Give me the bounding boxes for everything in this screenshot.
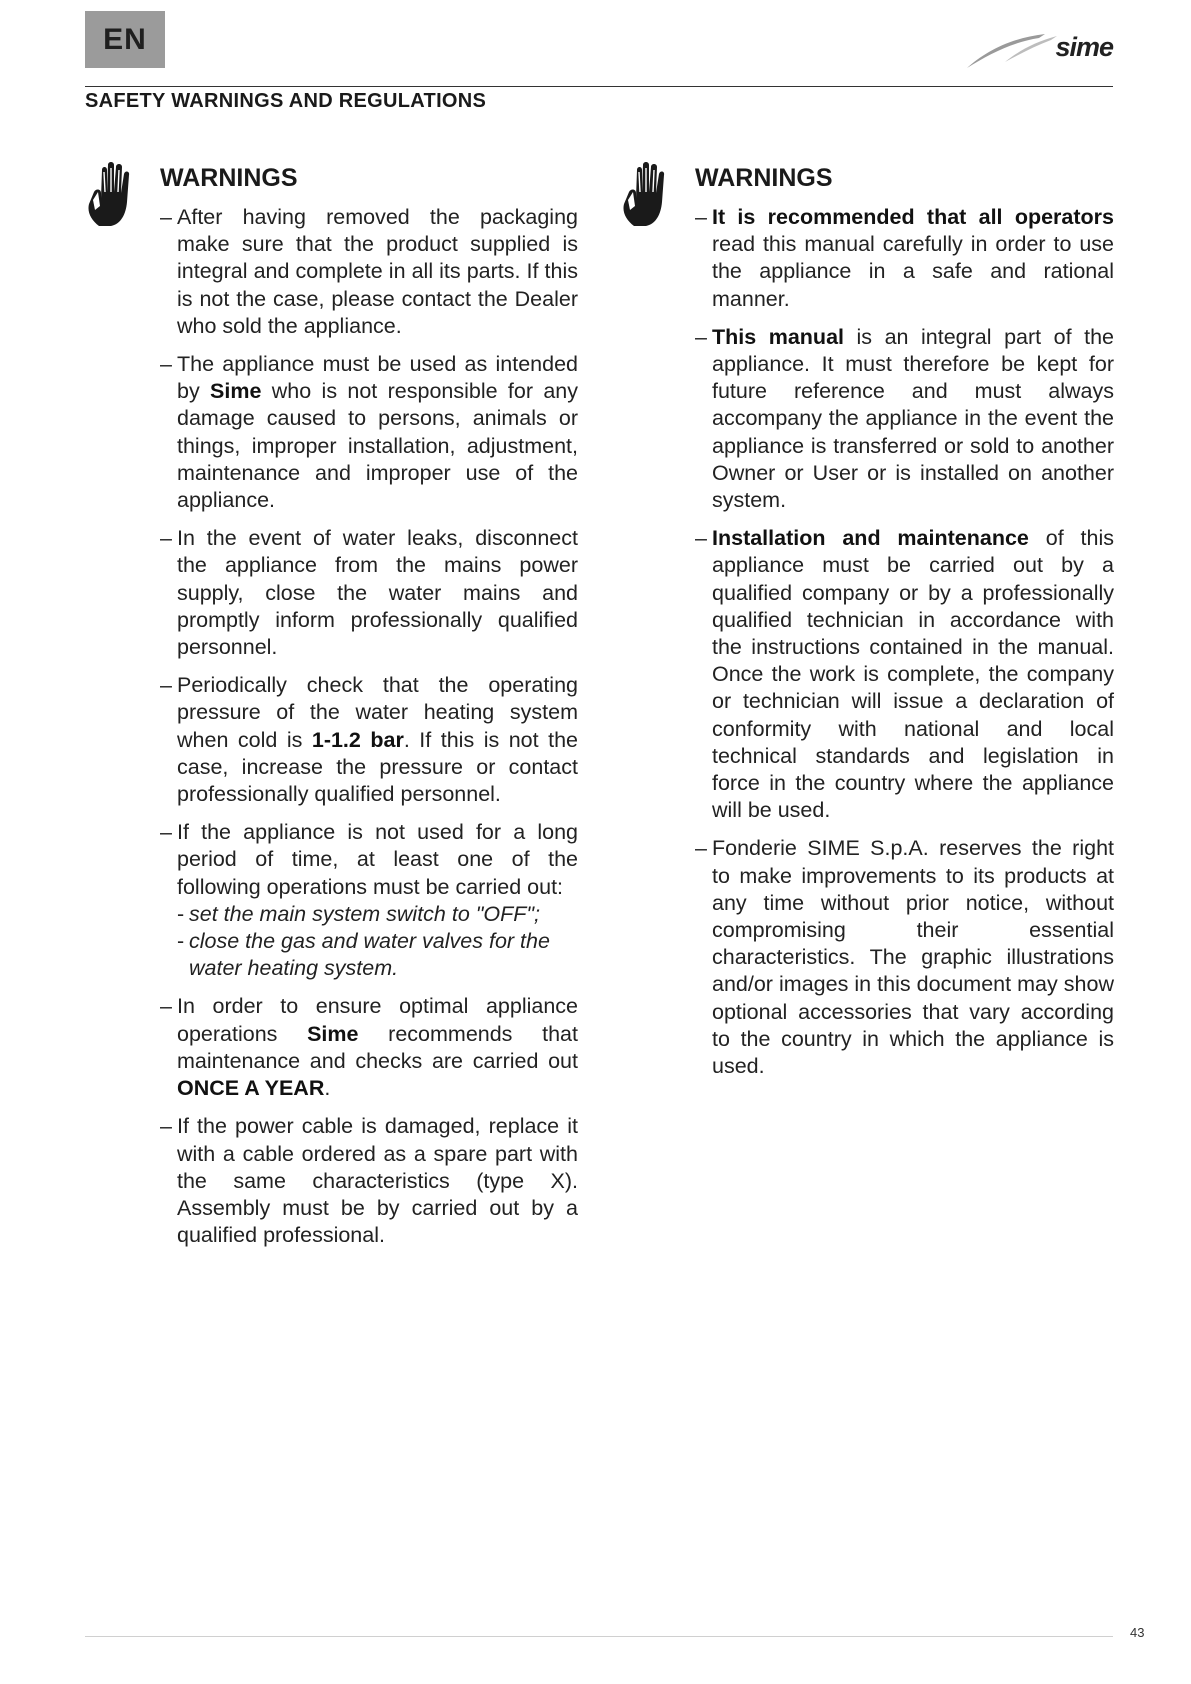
emphasis-text: ONCE A YEAR — [177, 1076, 325, 1101]
warning-text: of this appliance must be carried out by a qualified company or by a professionally qualified technician in accordance with the instructions contained in the manual. Once the work is complete, the company or technician will issue a declaration of conformity with national and local technical standards and legislation in force in the country where the appliance will be used. — [712, 526, 1114, 823]
warning-subitem: - close the gas and water valves for the water heating system. — [177, 928, 578, 982]
section-title: SAFETY WARNINGS AND REGULATIONS — [85, 90, 487, 112]
warning-text: The appliance must be used as intended by — [177, 352, 578, 404]
warning-item — [160, 1113, 578, 1249]
emphasis-text: Sime — [307, 1021, 359, 1046]
warning-text: . — [324, 1076, 331, 1101]
warning-text: . If this is not the case, increase the pressure or contact professionally qualified personnel. — [177, 727, 578, 807]
sime-logo — [965, 22, 1113, 72]
warning-text: Fonderie SIME S.p.A. reserves the right to make improvements to its products at any time without prior notice, without compromising their essential characteristics. The graphic illustrations and/or images in this document may show optional accessories that vary according to the country in which the appliance is used. — [712, 836, 1114, 1079]
warning-item — [695, 835, 1114, 1080]
header-divider — [85, 86, 1113, 87]
warning-item — [160, 204, 578, 340]
brand-name: sime — [1055, 32, 1113, 62]
warning-text: recommends that maintenance and checks are carried out — [177, 1021, 578, 1073]
warning-text: read this manual carefully in order to use the appliance in a safe and rational manner. — [712, 232, 1114, 311]
warning-subitem: - set the main system switch to "OFF"; — [177, 901, 578, 928]
warning-text: In order to ensure optimal appliance operations — [177, 994, 578, 1046]
warning-item — [160, 351, 578, 514]
warnings-heading: WARNINGS — [160, 164, 298, 192]
warning-text: is an integral part of the appliance. It must therefore be kept for future reference and must always accompany the appliance in the event the appliance is transferred or sold to another Owner or User or is installed on another system. — [712, 324, 1114, 513]
warning-text: Periodically check that the operating pressure of the water heating system when cold is — [177, 673, 578, 752]
warning-text: If the power cable is damaged, replace it with a cable ordered as a spare part with the same characteristics (type X). Assembly must be by carried out by a qualified professional. — [177, 1114, 578, 1248]
warning-item — [160, 672, 578, 808]
left-warnings-list — [160, 204, 578, 1260]
warning-text: After having removed the packaging make sure that the product supplied is integral and complete in all its parts. If this is not the case, please contact the Dealer who sold the appliance. — [177, 205, 578, 338]
emphasis-text: It is recommended that all operators — [712, 205, 1114, 229]
warnings-heading: WARNINGS — [695, 164, 833, 192]
right-warnings-list — [695, 204, 1114, 1091]
emphasis-text: Sime — [210, 379, 262, 404]
language-badge: EN — [85, 11, 165, 68]
page-number: 43 — [1130, 1625, 1145, 1640]
warning-item — [160, 525, 578, 661]
warning-text: In the event of water leaks, disconnect the appliance from the mains power supply, close the water mains and promptly inform professionally qualified personnel. — [177, 526, 578, 660]
footer-divider — [85, 1636, 1113, 1637]
warning-item — [695, 525, 1114, 824]
stop-hand-icon — [620, 162, 678, 228]
warning-text: who is not responsible for any damage caused to persons, animals or things, improper installation, adjustment, maintenance and improper use of the appliance. — [177, 379, 578, 513]
warning-text: If the appliance is not used for a long period of time, at least one of the following operations must be carried out: — [177, 820, 578, 899]
emphasis-text: Installation and maintenance — [712, 526, 1029, 551]
warning-item — [160, 819, 578, 982]
warning-item — [160, 993, 578, 1102]
stop-hand-icon — [85, 162, 143, 228]
warning-item — [695, 324, 1114, 514]
emphasis-text: 1-1.2 bar — [311, 727, 404, 752]
warning-item — [695, 204, 1114, 313]
emphasis-text: This manual — [712, 324, 844, 349]
